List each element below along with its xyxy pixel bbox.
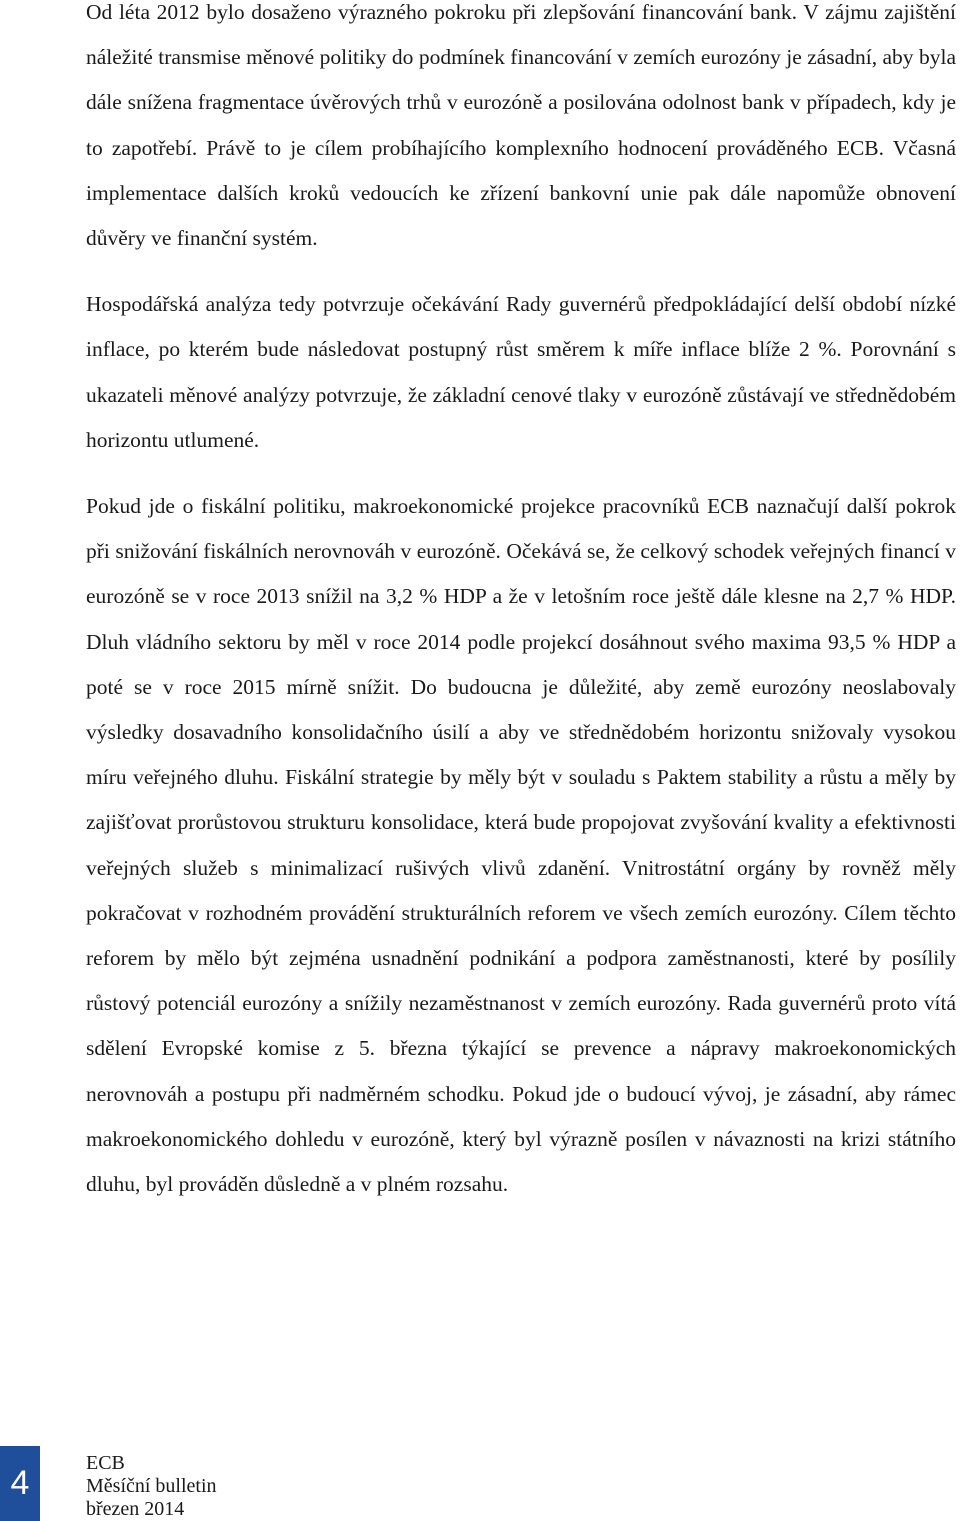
paragraph-fiscal-policy: Pokud jde o fiskální politiku, makroekonomické projekce pracovníků ECB naznačují další pokrok při snižování fiskálních nerovnováh v eurozóně. Očekává se, že celkový schodek veřejných financí v eurozóně se v roce 2013 snížil na 3,2 % HDP a že v letošním roce ještě dále klesne na 2,7 % HDP. Dluh vládního sektoru by měl v roce 2014 podle projekcí dosáhnout svého maxima 93,5 % HDP a poté se v roce 2015 mírně snížit. Do budoucna je důležité, aby země eurozóny neoslabovaly výsledky dosavadního konsolidačního úsilí a aby ve střednědobém horizontu snižovaly vysokou míru veřejného dluhu. Fiskální strategie by měly být v souladu s Paktem stability a růstu a měly by zajišťovat prorůstovou strukturu konsolidace, která bude propojovat zvyšování kvality a efektivnosti veřejných služeb s minimalizací rušivých vlivů zdanění. Vnitrostátní orgány by rovněž měly pokračovat v rozhodném provádění strukturálních reforem ve všech zemích eurozóny. Cílem těchto reforem by mělo být zejména usnadnění podnikání a podpora zaměstnanosti, které by posílily růstový potenciál eurozóny a snížily nezaměstnanost v zemích eurozóny. Rada guvernérů proto vítá sdělení Evropské komise z 5. března týkající se prevence a nápravy makroekonomických nerovnováh a postupu při nadměrném schodku. Pokud jde o budoucí vývoj, je zásadní, aby rámec makroekonomického dohledu v eurozóně, který byl výrazně posílen v návaznosti na krizi státního dluhu, byl prováděn důsledně a v plném rozsahu. [86, 494, 956, 1197]
paragraph-bank-financing: Od léta 2012 bylo dosaženo výrazného pokroku při zlepšování financování bank. V zájmu zajištění náležité transmise měnové politiky do podmínek financování v zemích eurozóny je zásadní, aby byla dále snížena fragmentace úvěrových trhů v eurozóně a posilována odolnost bank v případech, kdy je to zapotřebí. Právě to je cílem probíhajícího komplexního hodnocení prováděného ECB. Včasná implementace dalších kroků vedoucích ke zřízení bankovní unie pak dále napomůže obnovení důvěry ve finanční systém. [86, 0, 956, 251]
page-number-badge [0, 1446, 40, 1521]
paragraph-economic-analysis: Hospodářská analýza tedy potvrzuje očekávání Rady guvernérů předpokládající delší období nízké inflace, po kterém bude následovat postupný růst směrem k míře inflace blíže 2 %. Porovnání s ukazateli měnové analýzy potvrzuje, že základní cenové tlaky v eurozóně zůstávají ve střednědobém horizontu utlumené. [86, 292, 956, 452]
footer-publication: Měsíční bulletin [86, 1475, 217, 1497]
footer [86, 1452, 217, 1521]
footer-issue: březen 2014 [86, 1498, 185, 1520]
page-number: 4 [10, 1464, 30, 1502]
footer-publisher: ECB [86, 1452, 125, 1474]
document-body [86, 0, 956, 1207]
